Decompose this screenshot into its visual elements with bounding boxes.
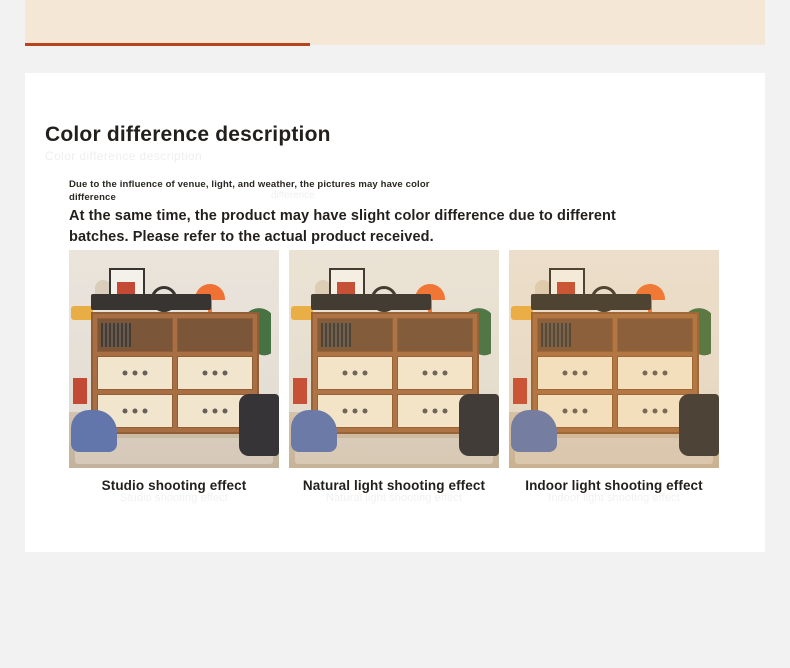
sideboard-cabinet [91, 312, 259, 434]
sample-photo-caption-shadow: Natural light shooting effect [325, 492, 462, 504]
stereo-unit [531, 294, 651, 310]
cabinet-cell [617, 356, 693, 390]
cabinet-cell [397, 318, 473, 352]
banner-accent-underline [25, 43, 310, 46]
cabinet-cell [537, 318, 613, 352]
cabinet-shelf-row [97, 318, 253, 352]
page-title: Color difference description [45, 123, 331, 146]
cabinet-shelf-row [317, 394, 473, 428]
cabinet-cell [97, 318, 173, 352]
sample-photo-caption [69, 478, 279, 504]
sample-photo-item [509, 250, 719, 504]
blue-beanbag [291, 410, 337, 452]
sample-photo-item [69, 250, 279, 504]
sideboard-cabinet [531, 312, 699, 434]
wall-poster [73, 378, 87, 404]
sample-photo-indoor [509, 250, 719, 468]
cabinet-shelf-row [317, 318, 473, 352]
wall-lamp-icon [511, 306, 533, 320]
cabinet-shelf-row [97, 356, 253, 390]
dark-armchair [239, 394, 279, 456]
color-difference-card [25, 73, 765, 552]
sample-photo-item [289, 250, 499, 504]
page-banner [25, 0, 765, 45]
blue-beanbag [71, 410, 117, 452]
wall-lamp-icon [291, 306, 313, 320]
cabinet-shelf-row [537, 356, 693, 390]
page-title-shadow: Color difference description [45, 149, 203, 163]
vinyl-records [541, 323, 571, 347]
sample-photo-caption [509, 478, 719, 504]
cabinet-shelf-row [537, 394, 693, 428]
sample-photo-caption-text: Natural light shooting effect [302, 478, 486, 493]
wall-poster [293, 378, 307, 404]
blue-beanbag [511, 410, 557, 452]
cabinet-cell [177, 356, 253, 390]
wall-lamp-icon [71, 306, 93, 320]
stereo-unit [91, 294, 211, 310]
color-difference-note-small-shadow: difference [271, 190, 315, 201]
vinyl-records [321, 323, 351, 347]
stereo-unit [311, 294, 431, 310]
sample-photo-natural [289, 250, 499, 468]
sample-photo-studio [69, 250, 279, 468]
color-difference-note-large: At the same time, the product may have slight color difference due to different batches. Please refer to the actual product received. [69, 208, 616, 246]
sample-photo-caption-shadow: Indoor light shooting effect [548, 492, 680, 504]
cabinet-cell [397, 356, 473, 390]
sample-photo-caption [289, 478, 499, 504]
vinyl-records [101, 323, 131, 347]
cabinet-shelf-row [97, 394, 253, 428]
sample-photo-caption-shadow: Studio shooting effect [120, 492, 228, 504]
cabinet-cell [537, 356, 613, 390]
cabinet-shelf-row [537, 318, 693, 352]
sideboard-cabinet [311, 312, 479, 434]
wall-poster [513, 378, 527, 404]
cabinet-cell [317, 356, 393, 390]
cabinet-shelf-row [317, 356, 473, 390]
dark-armchair [679, 394, 719, 456]
sample-photo-caption-text: Indoor light shooting effect [525, 478, 703, 493]
sample-photo-caption-text: Studio shooting effect [101, 478, 247, 493]
cabinet-cell [97, 356, 173, 390]
sample-photo-row [69, 250, 769, 504]
cabinet-cell [617, 318, 693, 352]
cabinet-cell [317, 318, 393, 352]
dark-armchair [459, 394, 499, 456]
color-difference-note-small: Due to the influence of venue, light, and weather, the pictures may have color difference [69, 179, 430, 203]
cabinet-cell [177, 318, 253, 352]
